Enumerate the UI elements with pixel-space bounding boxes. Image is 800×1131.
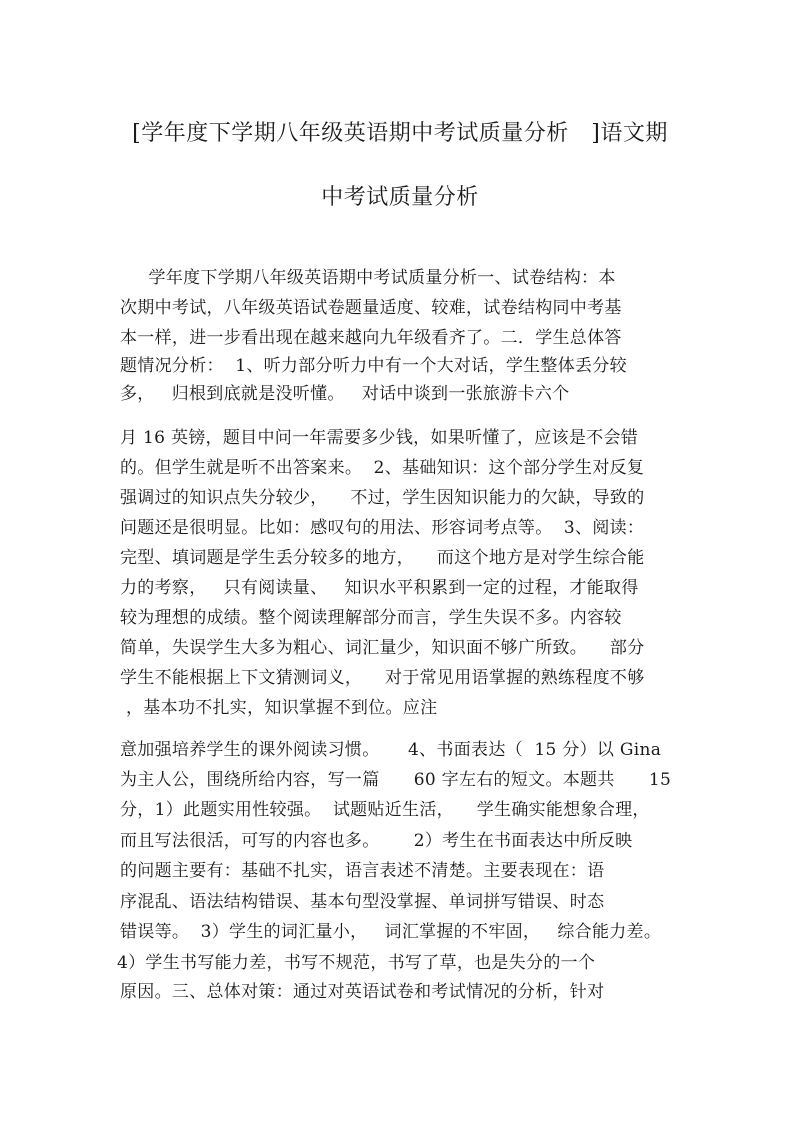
document-title-line-2: 中考试质量分析 xyxy=(321,185,479,210)
paragraph-line: 4）学生书写能力差，书写不规范，书写了草，也是失分的一个 xyxy=(117,953,596,973)
paragraph-line: 多， 归根到底就是没听懂。 对话中谈到一张旅游卡六个 xyxy=(120,384,570,404)
paragraph-line: 较为理想的成绩。整个阅读理解部分而言，学生失误不多。内容较 xyxy=(120,608,622,628)
paragraph-line: 而且写法很活，可写的内容也多。 2）考生在书面表达中所反映 xyxy=(120,831,633,851)
paragraph-line: 原因。三、总体对策：通过对英语试卷和考试情况的分析，针对 xyxy=(120,982,605,1002)
paragraph-line: 次期中考试，八年级英语试卷题量适度、较难，试卷结构同中考基 xyxy=(120,298,622,318)
paragraph-line: 题情况分析： 1、听力部分听力中有一个大对话，学生整体丢分较 xyxy=(120,356,627,376)
paragraph-line: 力的考察， 只有阅读量、 知识水平积累到一定的过程，才能取得 xyxy=(120,578,639,598)
paragraph-line: 的。但学生就是听不出答案来。 2、基础知识：这个部分学生对反复 xyxy=(120,458,645,478)
document-title-line-1: [学年度下学期八年级英语期中考试质量分析 ]语文期 xyxy=(132,121,668,146)
paragraph-line: 学年度下学期八年级英语期中考试质量分析一、试卷结构：本 xyxy=(120,268,616,288)
paragraph-line: 分，1）此题实用性较强。 试题贴近生活， 学生确实能想象合理， xyxy=(120,800,650,820)
paragraph-line: 错误等。 3）学生的词汇量小， 词汇掌握的不牢固， 综合能力差。 xyxy=(120,922,662,942)
paragraph-line: 意加强培养学生的课外阅读习惯。 4、书面表达（ 15 分）以 Gina xyxy=(120,740,662,760)
paragraph-line: 简单，失误学生大多为粗心、词汇量少，知识面不够广所致。 部分 xyxy=(120,638,645,658)
paragraph-line: 完型、填词题是学生丢分较多的地方， 而这个地方是对学生综合能 xyxy=(120,548,645,568)
paragraph-line: 强调过的知识点失分较少， 不过，学生因知识能力的欠缺，导致的 xyxy=(120,488,645,508)
paragraph-line: 学生不能根据上下文猜测词义， 对于常见用语掌握的熟练程度不够 xyxy=(120,668,645,688)
paragraph-line: 问题还是很明显。比如：感叹句的用法、形容词考点等。 3、阅读： xyxy=(120,518,645,538)
paragraph-line: 为主人公，围绕所给内容，写一篇 60 字左右的短文。本题共 15 xyxy=(120,770,672,790)
paragraph-line: 的问题主要有：基础不扎实，语言表述不清楚。主要表现在：语 xyxy=(120,861,605,881)
paragraph-line: 本一样，进一步看出现在越来越向九年级看齐了。二．学生总体答 xyxy=(120,328,622,348)
paragraph-line: 序混乱、语法结构错误、基本句型没掌握、单词拼写错误、时态 xyxy=(120,892,605,912)
paragraph-line: ，基本功不扎实，知识掌握不到位。应注 xyxy=(126,698,438,718)
paragraph-line: 月 16 英镑，题目中问一年需要多少钱，如果听懂了，应该是不会错 xyxy=(120,428,639,448)
